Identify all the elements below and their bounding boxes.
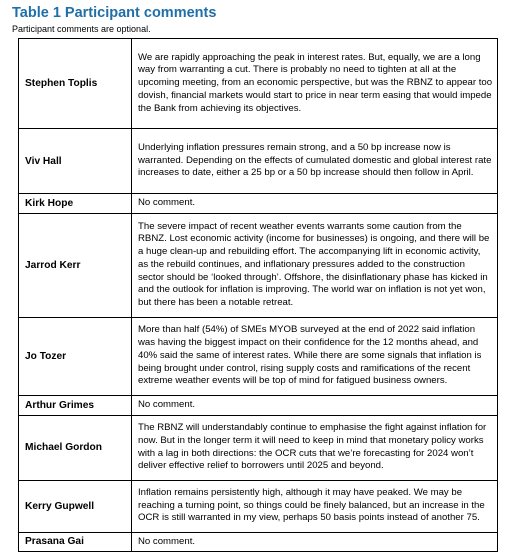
- table-row: [19, 213, 498, 317]
- participant-comment: We are rapidly approaching the peak in interest rates. But, equally, we are a long way from warranting a cut. There is probably no need to tighten at all at the upcoming meeting, from an economic perspective, but was the RBNZ to appear too dovish, financial markets would start to price in near term easing that would impede the Bank from achieving its objectives.: [132, 39, 498, 129]
- participant-name: Arthur Grimes: [19, 395, 132, 415]
- participant-name: Kerry Gupwell: [19, 480, 132, 532]
- table-row: [19, 480, 498, 532]
- participant-name: Kirk Hope: [19, 194, 132, 214]
- table-row: [19, 415, 498, 480]
- participant-name: Jarrod Kerr: [19, 213, 132, 317]
- participant-comment: More than half (54%) of SMEs MYOB surveyed at the end of 2022 said inflation was having the biggest impact on their confidence for the 12 months ahead, and 40% said the same of interest rates. While there are some signals that inflation is being brought under control, rising supply costs and ramifications of the recent extreme weather events will be top of mind for fatigued business owners.: [132, 317, 498, 395]
- participant-name: Viv Hall: [19, 129, 132, 194]
- participant-comments-table: [18, 38, 498, 552]
- participant-comment: Underlying inflation pressures remain strong, and a 50 bp increase now is warranted. Depending on the effects of cumulated domestic and global interest rate increases to date, either a 25 bp or a 50 bp increase should then follow in April.: [132, 129, 498, 194]
- table-row: [19, 194, 498, 214]
- table-row: [19, 129, 498, 194]
- participant-comment: No comment.: [132, 395, 498, 415]
- participant-comment: The RBNZ will understandably continue to emphasise the fight against inflation for now. But in the longer term it will need to keep in mind that monetary policy works with a lag in both directions: the OCR cuts that we’re forecasting for 2024 won’t deliver effective relief to borrowers until 2025 and beyond.: [132, 415, 498, 480]
- table-row: [19, 395, 498, 415]
- participant-comment: Inflation remains persistently high, although it may have peaked. We may be reaching a turning point, so things could be finely balanced, but an increase in the OCR is still warranted in my view, perhaps 50 basis points instead of another 75.: [132, 480, 498, 532]
- participant-name: Stephen Toplis: [19, 39, 132, 129]
- table-subtitle: Participant comments are optional.: [12, 24, 151, 34]
- table-row: [19, 39, 498, 129]
- participant-comment: No comment.: [132, 532, 498, 552]
- participant-name: Jo Tozer: [19, 317, 132, 395]
- participant-comment: No comment.: [132, 194, 498, 214]
- participant-name: Michael Gordon: [19, 415, 132, 480]
- table-title: Table 1 Participant comments: [12, 5, 217, 21]
- participant-name: Prasana Gai: [19, 532, 132, 552]
- participant-comment: The severe impact of recent weather events warrants some caution from the RBNZ. Lost economic activity (income for businesses) is ongoing, and there will be a huge clean-up and rebuilding effort. The accompanying lift in economic activity, as the rebuild continues, and inflationary pressures added to the construction sector should be ‘looked through’. Offshore, the disinflationary phase has kicked in and the outlook for inflation is improving. The world war on inflation is not yet won, but there has been a notable retreat.: [132, 213, 498, 317]
- table-row: [19, 532, 498, 552]
- table-row: [19, 317, 498, 395]
